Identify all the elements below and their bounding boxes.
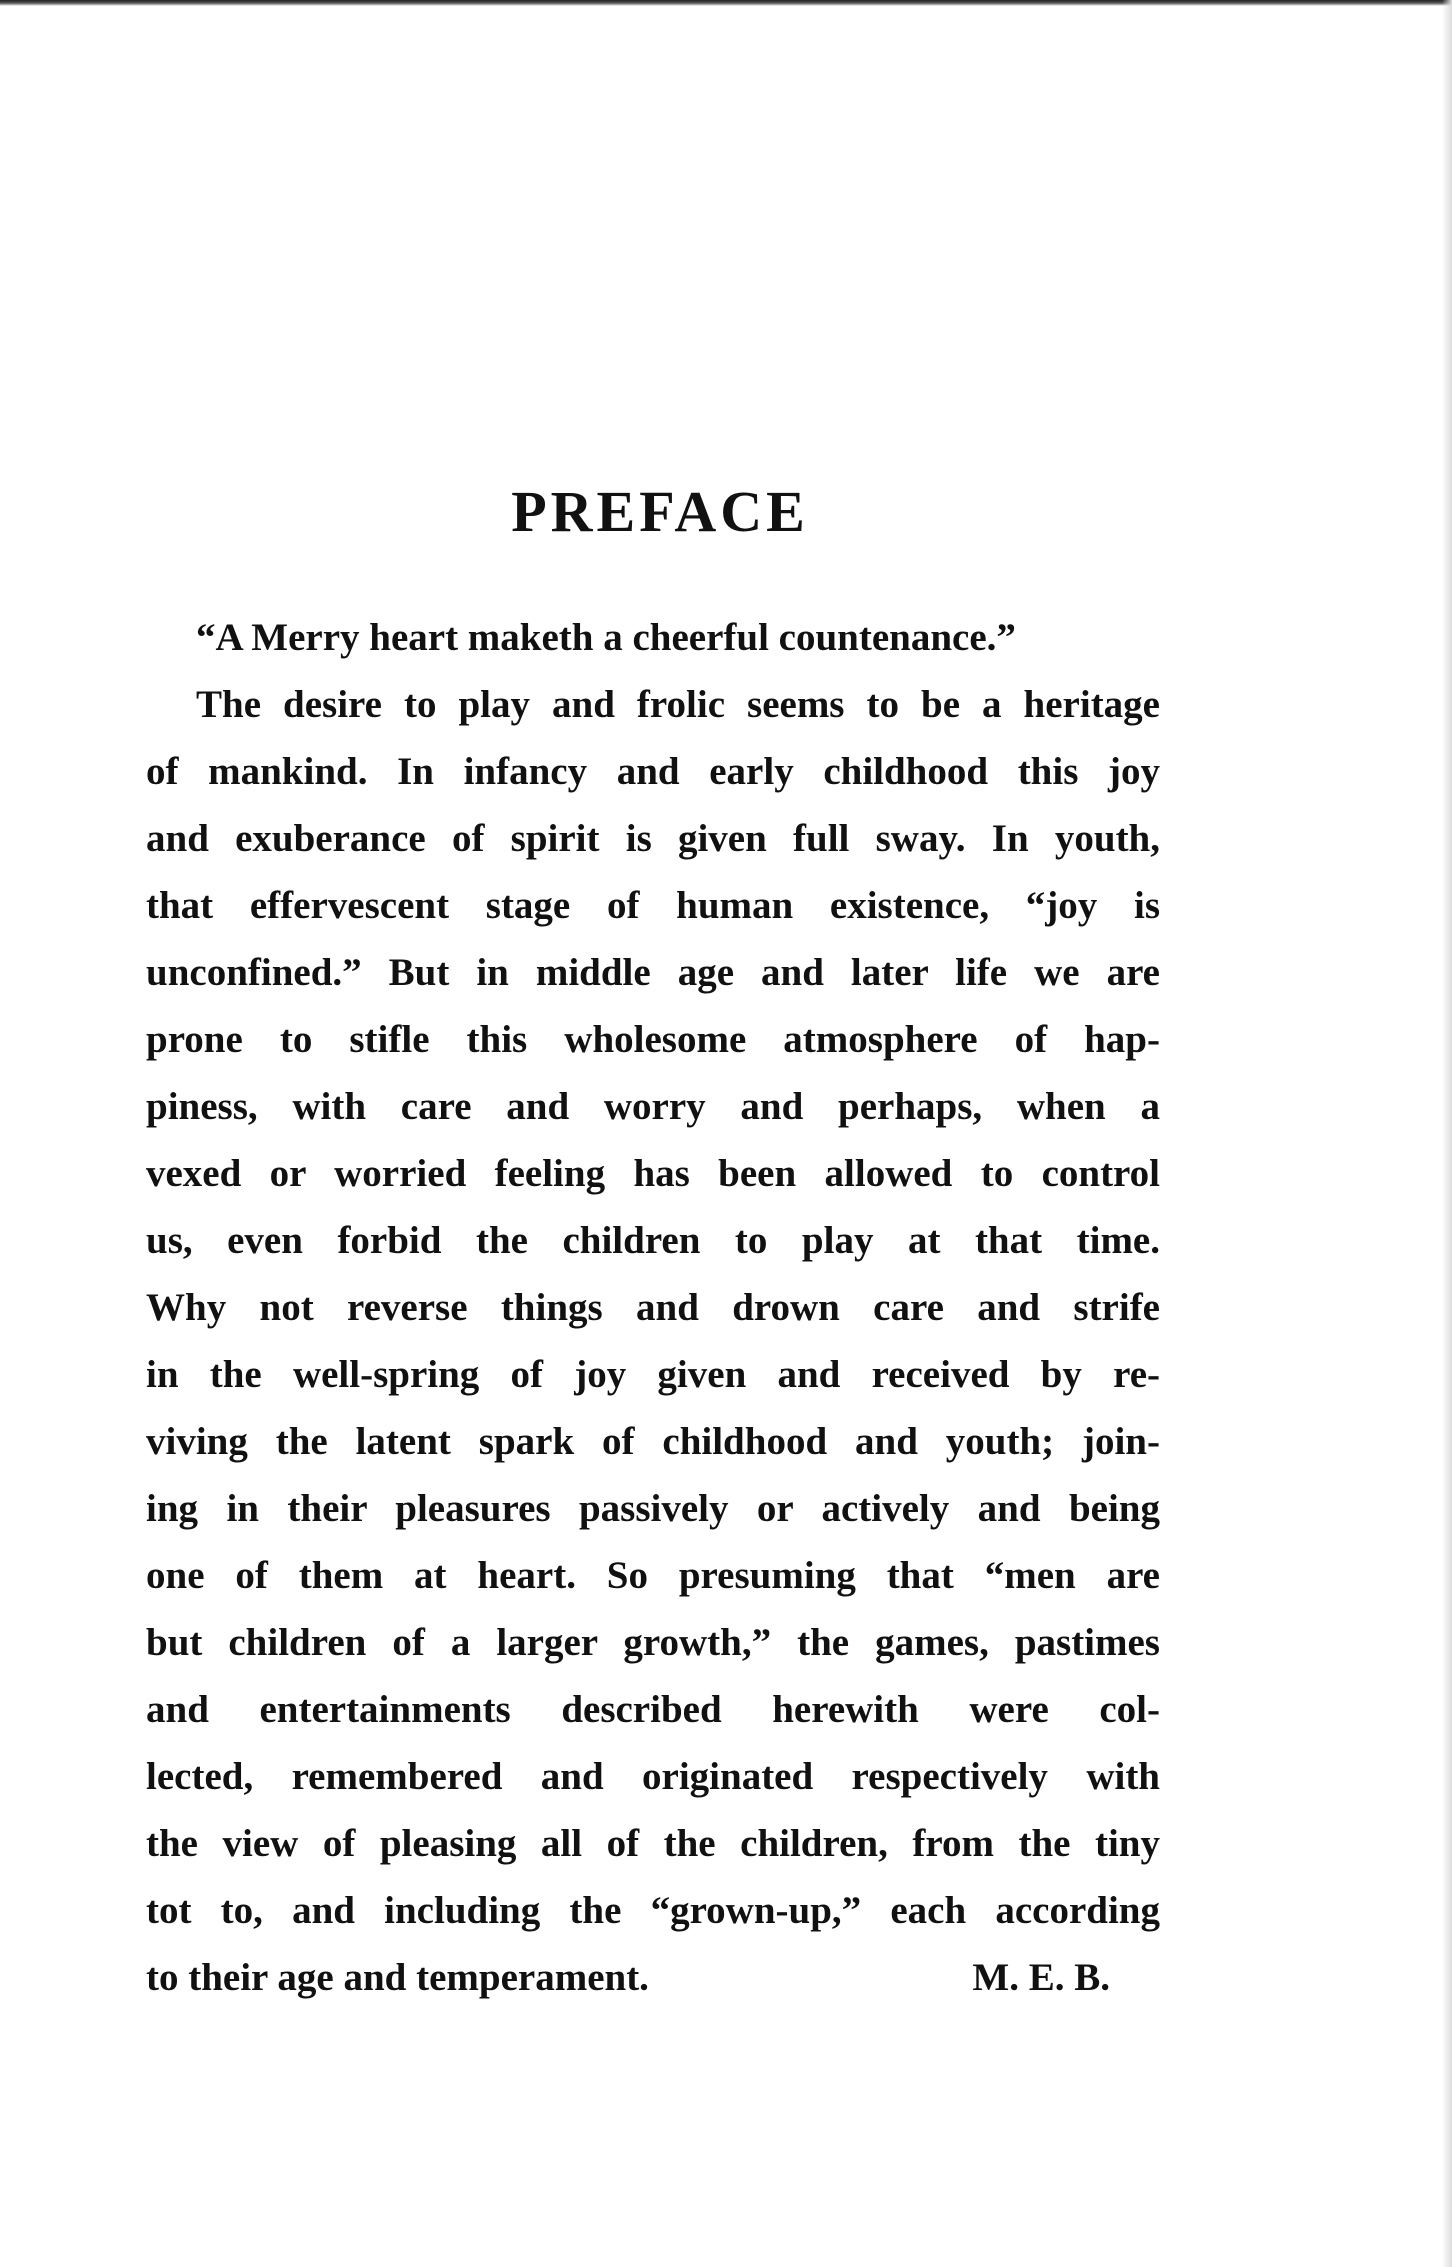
signature: M. E. B. — [972, 1956, 1110, 1999]
text-line: viving the latent spark of childhood and youth; join- — [146, 1420, 1160, 1463]
epigraph: “A Merry heart maketh a cheerful countenance.” — [196, 616, 1016, 659]
text-line: tot to, and including the “grown-up,” each according — [146, 1889, 1160, 1932]
text-line: of mankind. In infancy and early childhood this joy — [146, 750, 1160, 793]
text-line: us, even forbid the children to play at that time. — [146, 1219, 1160, 1262]
text-line: in the well-spring of joy given and received by re- — [146, 1353, 1160, 1396]
text-line: piness, with care and worry and perhaps, when a — [146, 1085, 1160, 1128]
text-line: but children of a larger growth,” the games, pastimes — [146, 1621, 1160, 1664]
last-line — [146, 1944, 1160, 2011]
text-line: unconfined.” But in middle age and later life we are — [146, 951, 1160, 994]
text-line: and exuberance of spirit is given full sway. In youth, — [146, 817, 1160, 860]
text-line: The desire to play and frolic seems to be a heritage — [196, 683, 1160, 726]
text-line: vexed or worried feeling has been allowed to control — [146, 1152, 1160, 1195]
text-line: that effervescent stage of human existence, “joy is — [146, 884, 1160, 927]
text-line: and entertainments described herewith were col- — [146, 1688, 1160, 1731]
text-line: the view of pleasing all of the children, from the tiny — [146, 1822, 1160, 1865]
text-line: prone to stifle this wholesome atmosphere of hap- — [146, 1018, 1160, 1061]
text-line: lected, remembered and originated respectively with — [146, 1755, 1160, 1798]
text-line: Why not reverse things and drown care and strife — [146, 1286, 1160, 1329]
text-line: one of them at heart. So presuming that “men are — [146, 1554, 1160, 1597]
page-right-edge — [1442, 0, 1452, 2267]
page-title: PREFACE — [511, 479, 809, 544]
text-line: ing in their pleasures passively or actively and being — [146, 1487, 1160, 1530]
page-top-edge — [0, 0, 1452, 6]
preface-body — [146, 604, 1160, 2011]
text-line: to their age and temperament. — [146, 1956, 649, 1999]
